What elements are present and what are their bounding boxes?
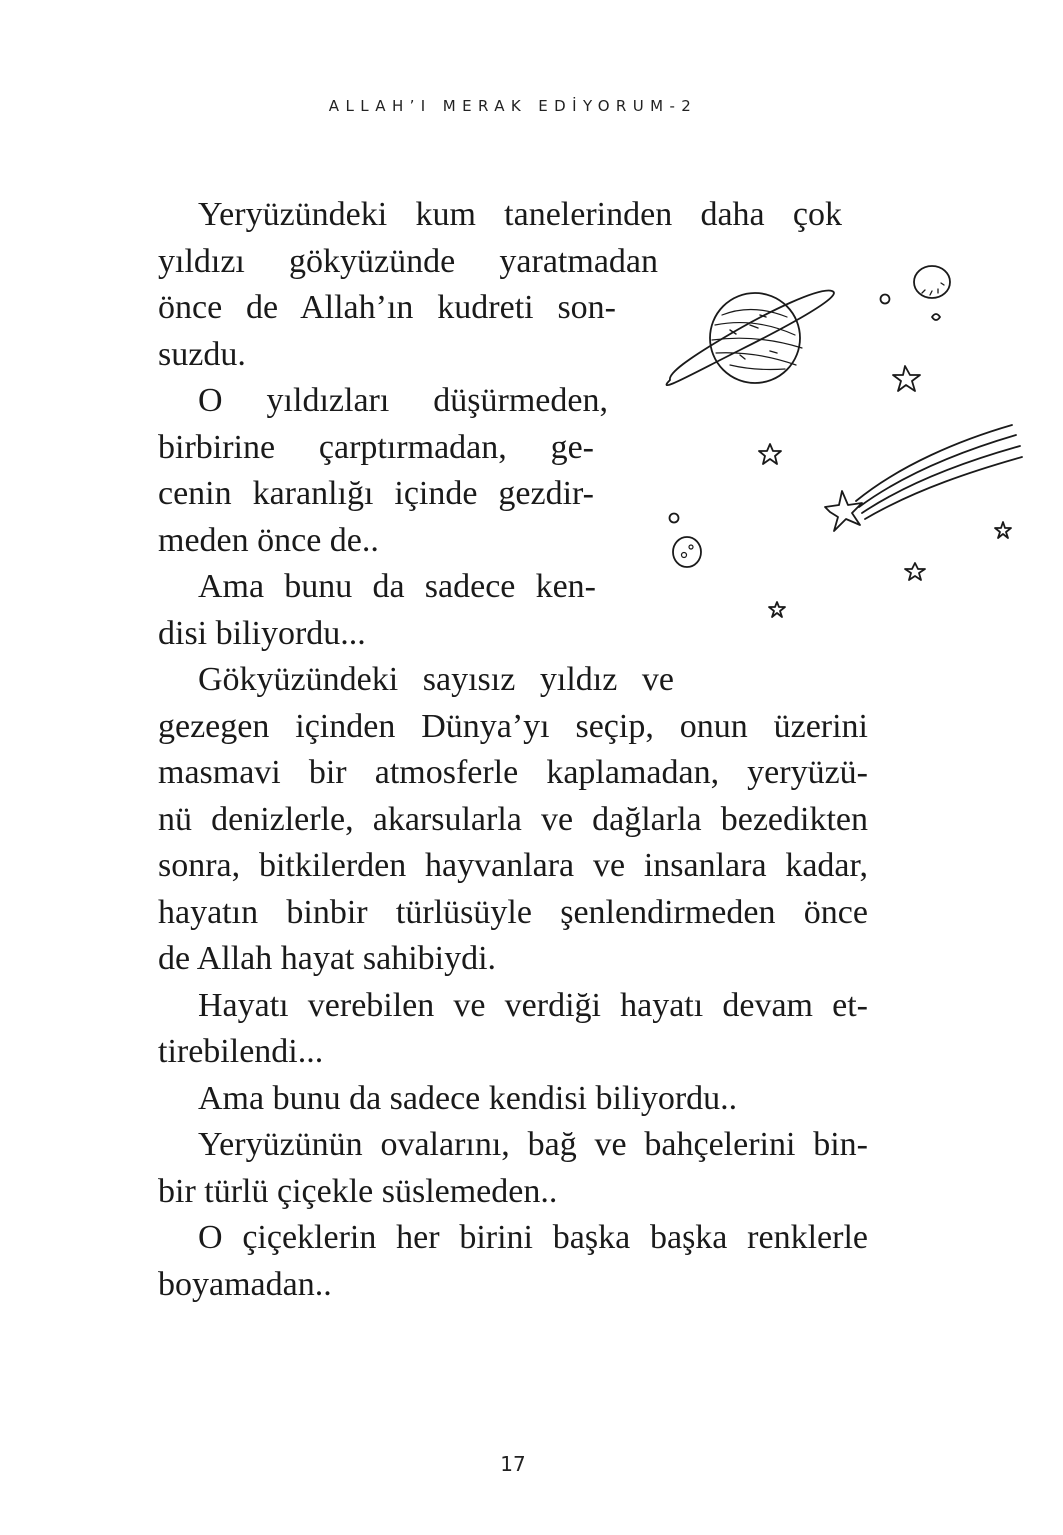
ringed-planet-icon xyxy=(666,291,833,386)
text-line: yıldızı gökyüzünde yaratmadan xyxy=(158,243,658,280)
star-icon xyxy=(995,522,1011,538)
star-icon xyxy=(759,444,781,464)
star-icon xyxy=(769,602,785,617)
shooting-star-icon xyxy=(825,425,1022,531)
running-head: ALLAH’I MERAK EDİYORUM-2 xyxy=(328,97,698,115)
text-line: Yeryüzünün ovalarını, bağ ve bahçelerini bin- xyxy=(198,1126,868,1163)
text-line: önce de Allah’ın kudreti son- xyxy=(158,289,616,326)
text-line: bir türlü çiçekle süslemeden.. xyxy=(158,1173,558,1210)
moon-icon xyxy=(914,266,950,298)
text-line: hayatın binbir türlüsüyle şenlendirmeden önce xyxy=(158,894,868,931)
page-number: 17 xyxy=(500,1452,526,1476)
text-line: Ama bunu da sadece kendisi biliyordu.. xyxy=(198,1080,738,1117)
text-line: Hayatı verebilen ve verdiği hayatı devam et- xyxy=(198,987,868,1024)
text-line: boyamadan.. xyxy=(158,1266,332,1303)
text-line: O çiçeklerin her birini başka başka renklerle xyxy=(198,1219,868,1256)
text-line: de Allah hayat sahibiydi. xyxy=(158,940,497,977)
text-line: Gökyüzündeki sayısız yıldız ve xyxy=(198,661,674,698)
star-icon xyxy=(905,563,925,580)
cratered-planet-icon xyxy=(673,537,701,567)
text-line: meden önce de.. xyxy=(158,522,379,559)
star-icon xyxy=(893,366,920,391)
text-line: masmavi bir atmosferle kaplamadan, yeryüzü- xyxy=(158,754,868,791)
text-line: birbirine çarptırmadan, ge- xyxy=(158,429,594,466)
small-planet-icon xyxy=(670,514,679,523)
text-line: disi biliyordu... xyxy=(158,615,366,652)
planet-and-stars-illustration xyxy=(660,255,1030,630)
small-planet-icon xyxy=(932,314,940,320)
text-line: sonra, bitkilerden hayvanlara ve insanlara kadar, xyxy=(158,847,868,884)
text-line: cenin karanlığı içinde gezdir- xyxy=(158,475,594,512)
text-line: Yeryüzündeki kum tanelerinden daha çok xyxy=(198,196,842,233)
text-line: nü denizlerle, akarsularla ve dağlarla bezedikten xyxy=(158,801,868,838)
text-line: gezegen içinden Dünya’yı seçip, onun üzerini xyxy=(158,708,868,745)
text-line: Ama bunu da sadece ken- xyxy=(198,568,596,605)
text-line: O yıldızları düşürmeden, xyxy=(198,382,608,419)
text-line: suzdu. xyxy=(158,336,246,373)
small-planet-icon xyxy=(881,295,890,304)
text-line: tirebilendi... xyxy=(158,1033,324,1070)
